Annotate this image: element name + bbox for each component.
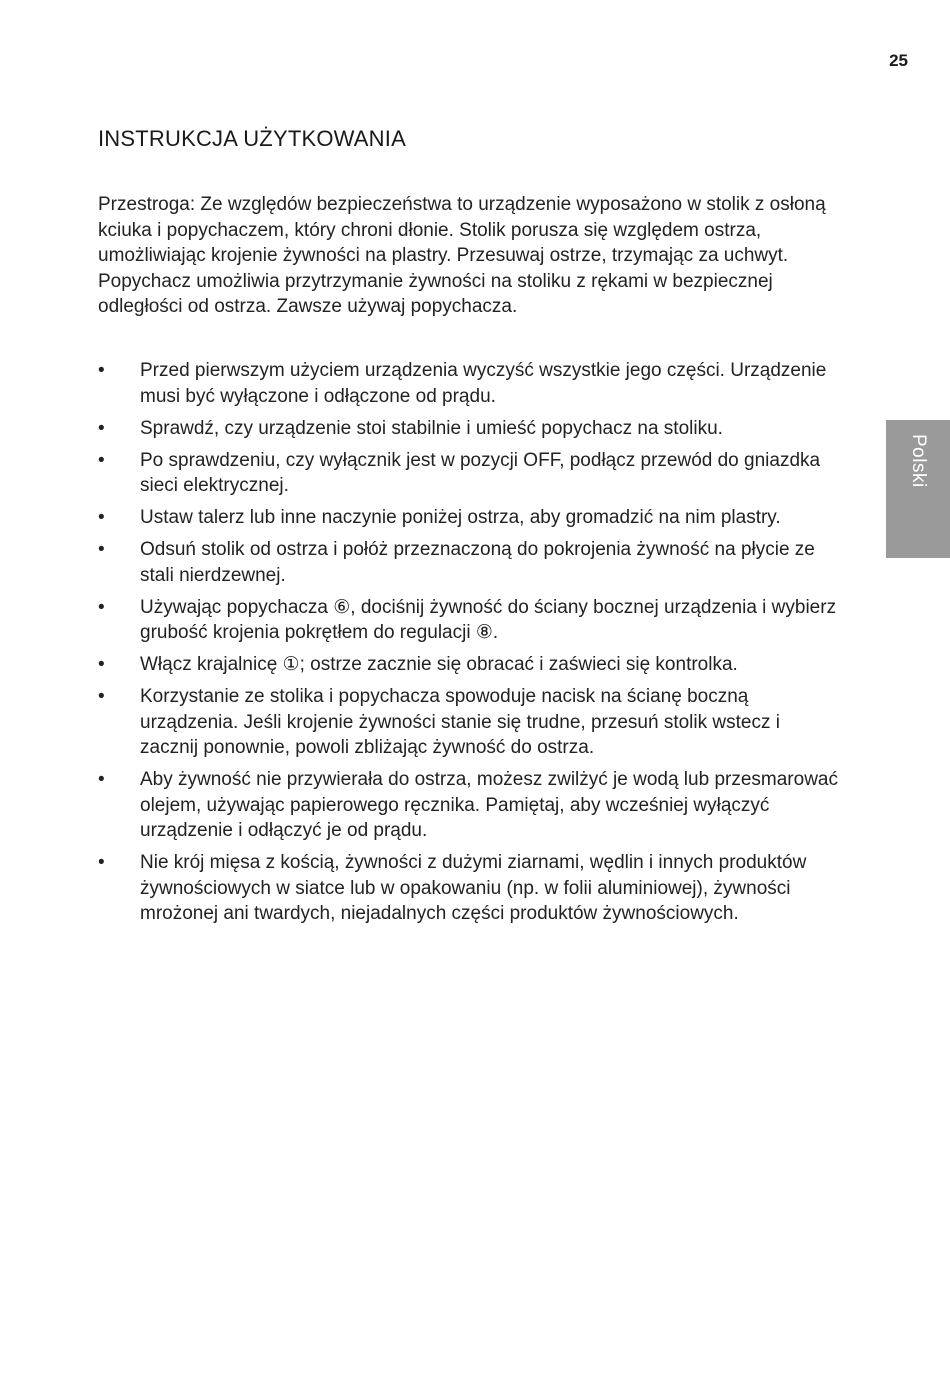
bullet-icon: • [98, 686, 105, 707]
list-item [98, 416, 843, 442]
page-number: 25 [889, 51, 908, 70]
list-item-text: Korzystanie ze stolika i popychacza spowoduje nacisk na ścianę boczną urządzenia. Jeśli krojenie żywności stanie się trudne, przesuń stolik wstecz i zacznij ponownie, powoli zbliżając żywność do ostrza. [140, 686, 780, 758]
list-item [98, 595, 843, 646]
caution-text: Ze względów bezpieczeństwa to urządzenie wyposażono w stolik z osłoną kciuka i popychaczem, który chroni dłonie. Stolik porusza się względem ostrza, umożliwiając krojenie żywności na plastry. Przesuwaj ostrze, trzymając za uchwyt. Popychacz umożliwia przytrzymanie żywności na stoliku z rękami w bezpiecznej odległości od ostrza. Zawsze używaj popychacza. [98, 194, 826, 317]
list-item [98, 652, 843, 678]
list-item-text: Ustaw talerz lub inne naczynie poniżej ostrza, aby gromadzić na nim plastry. [140, 507, 781, 528]
list-item [98, 850, 843, 927]
bullet-icon: • [98, 596, 105, 618]
list-item [98, 684, 843, 761]
list-item [98, 358, 843, 409]
instruction-list [98, 358, 843, 933]
language-tab [886, 420, 950, 558]
section-title: INSTRUKCJA UŻYTKOWANIA [98, 126, 406, 151]
list-item-text: Odsuń stolik od ostrza i połóż przeznaczoną do pokrojenia żywność na płycie ze stali nierdzewnej. [140, 539, 815, 586]
list-item [98, 537, 843, 588]
bullet-icon: • [98, 539, 105, 560]
bullet-icon: • [98, 507, 105, 528]
caution-paragraph [98, 192, 838, 320]
list-item-text: Przed pierwszym użyciem urządzenia wyczyść wszystkie jego części. Urządzenie musi być wyłączone i odłączone od prądu. [140, 360, 827, 407]
bullet-icon: • [98, 417, 105, 439]
list-item-text: Sprawdź, czy urządzenie stoi stabilnie i umieść popychacz na stoliku. [140, 417, 723, 439]
list-item [98, 448, 843, 499]
list-item [98, 767, 843, 844]
list-item-text: Po sprawdzeniu, czy wyłącznik jest w pozycji OFF, podłącz przewód do gniazdka sieci elektrycznej. [140, 449, 821, 496]
bullet-icon: • [98, 769, 105, 790]
caution-label: Przestroga: [98, 194, 196, 215]
language-tab-label: Polski [908, 434, 929, 488]
list-item-text: Aby żywność nie przywierała do ostrza, możesz zwilżyć je wodą lub przesmarować olejem, używając papierowego ręcznika. Pamiętaj, aby wcześniej wyłączyć urządzenie i odłączyć je od prądu. [140, 769, 838, 841]
bullet-icon: • [98, 654, 105, 675]
list-item-text: Włącz krajalnicę ①; ostrze zacznie się obracać i zaświeci się kontrolka. [140, 654, 738, 675]
bullet-icon: • [98, 449, 105, 471]
bullet-icon: • [98, 852, 105, 873]
bullet-icon: • [98, 360, 105, 381]
list-item-text: Nie krój mięsa z kością, żywności z dużymi ziarnami, wędlin i innych produktów żywnościowych w siatce lub w opakowaniu (np. w folii aluminiowej), żywności mrożonej ani twardych, niejadalnych części produktów żywnościowych. [140, 852, 807, 924]
list-item [98, 505, 843, 531]
list-item-text: Używając popychacza ⑥, dociśnij żywność do ściany bocznej urządzenia i wybierz grubość krojenia pokrętłem do regulacji ⑧. [140, 596, 837, 643]
